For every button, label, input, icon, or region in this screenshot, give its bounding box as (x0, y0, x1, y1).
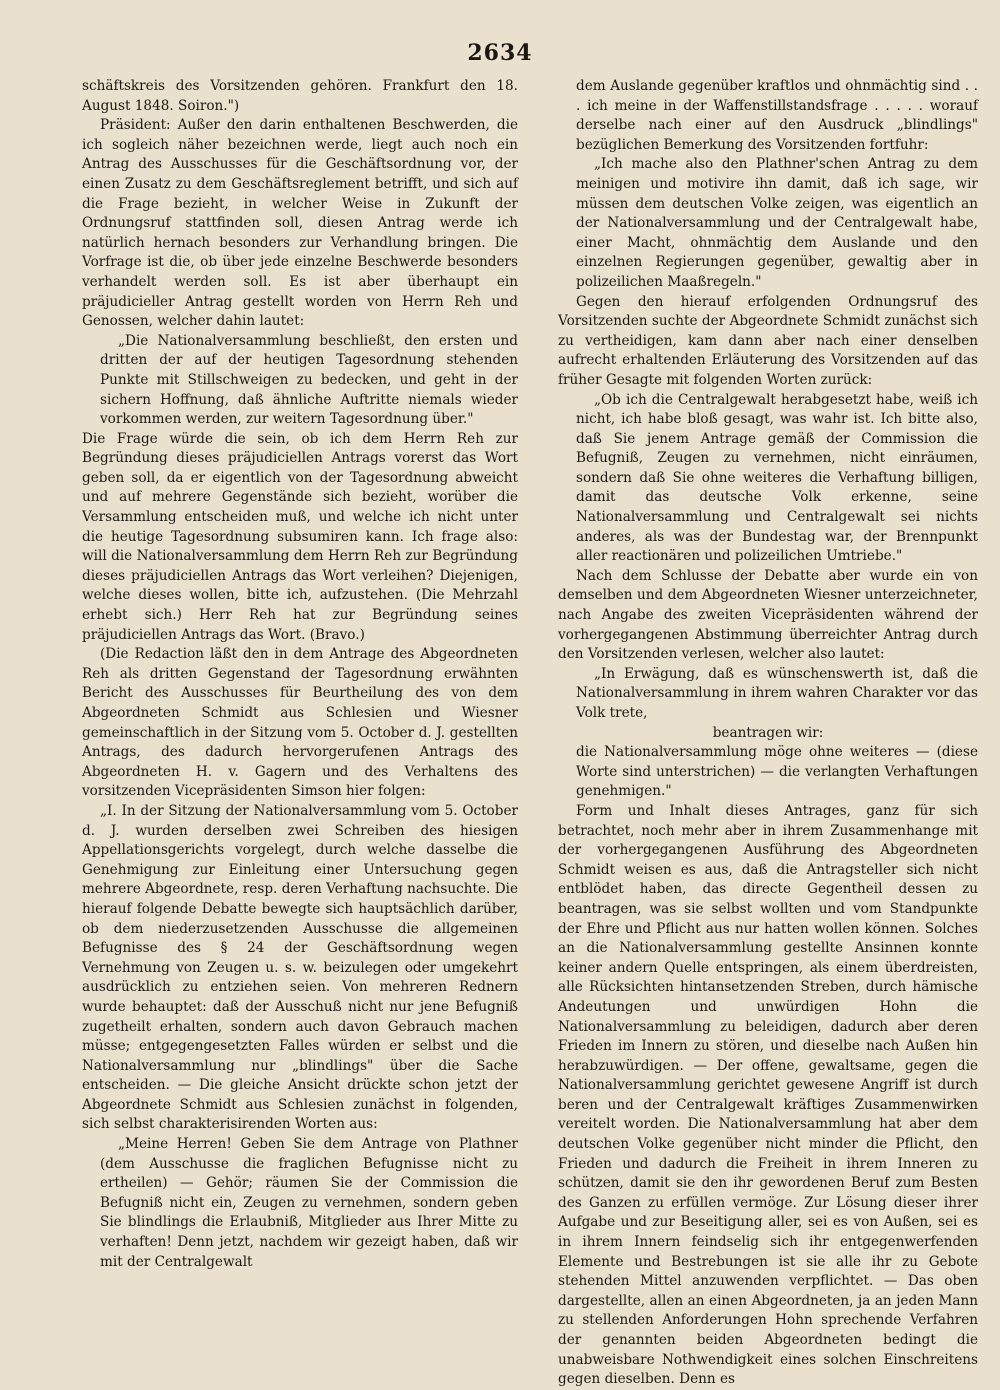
paragraph: Gegen den hierauf erfolgenden Ordnungsruf des Vorsitzenden suchte der Abgeordnete Schmidt zunächst sich zu vertheidigen, kam dann aber nach einer denselben aufrecht erhaltenden Erläuterung des Vorsitzenden auf das früher Gesagte mit folgenden Worten zurück: (558, 293, 978, 388)
paragraph: Die Frage würde die sein, ob ich dem Herrn Reh zur Begründung dieses präjudiciellen Antrags vorerst das Wort geben soll, da er eigentlich von der Tagesordnung abweicht und auf mehrere Gegenstände sich bezieht, worüber die Versammlung entscheiden muß, und welche ich nicht unter die heutige Tagesordnung subsumiren kann. Ich frage also: will die Nationalversammlung dem Herrn Reh zur Begründung dieses präjudiciellen Antrags das Wort verleihen? Diejenigen, welche dieses wollen, bitte ich, aufzustehen. (Die Mehrzahl erhebt sich.) Herr Reh hat zur Begründung seines präjudiciellen Antrags das Wort. (Bravo.) (82, 430, 518, 643)
paragraph: Präsident: Außer den darin enthaltenen Beschwerden, die ich sogleich näher bezeichnen werde, liegt auch noch ein Antrag des Ausschusses für die Geschäftsordnung vor, der einen Zusatz zu dem Geschäftsreglement betrifft, und sich auf die Frage bezieht, in welcher Weise in Zukunft der Ordnungsruf stattfinden soll, diesen Antrag werde ich natürlich hernach besonders zur Verhandlung bringen. Die Vorfrage ist die, ob über jede einzelne Beschwerde besonders verhandelt werden soll. Es ist aber überhaupt ein präjudicieller Antrag gestellt worden von Herrn Reh und Genossen, welcher dahin lautet: (82, 117, 518, 330)
paragraph: Nach dem Schlusse der Debatte aber wurde ein von demselben und dem Abgeordneten Wiesner unterzeichneter, nach Angabe des zweiten Vicepräsidenten während der vorhergegangenen Abstimmung überreichter Antrag durch den Vorsitzenden verlesen, welcher also lautet: (558, 567, 978, 663)
paragraph: „I. In der Sitzung der Nationalversammlung vom 5. October d. J. wurden derselben zwei Schreiben des hiesigen Appellationsgerichts vorgelegt, durch welche dasselbe die Genehmigung zur Einleitung einer Untersuchung gegen mehrere Abgeordnete, resp. deren Verhaftung nachsuchte. Die hierauf folgende Debatte bewegte sich hauptsächlich darüber, ob dem niederzusetzenden Ausschusse die allgemeinen Befugnisse des § 24 der Geschäftsordnung wegen Vernehmung von Zeugen u. s. w. beizulegen oder umgekehrt ausdrücklich zu entziehen seien. Von mehreren Rednern wurde behauptet: daß der Ausschuß nicht nur jene Befugniß zugetheilt erhalten, sondern auch davon Gebrauch machen müsse; entgegengesetzten Falles würden er selbst und die Nationalversammlung nur „blindlings" über die Sache entscheiden. — Die gleiche Ansicht drückte schon jetzt der Abgeordnete Schmidt aus Schlesien zunächst in folgenden, sich selbst charakterisirenden Worten aus: (82, 802, 518, 1133)
paragraph: Form und Inhalt dieses Antrages, ganz für sich betrachtet, noch mehr aber in ihrem Zusammenhange mit der vorhergegangenen Ausführung des Abgeordneten Schmidt weisen es aus, daß die Antragsteller sich nicht entblödet haben, das directe Gegentheil dessen zu beantragen, was sie selbst wollten und vom Standpunkte der Ehre und Pflicht aus nur hatten wollen können. Solches an die Nationalversammlung gestellte Ansinnen konnte keiner andern Quelle entspringen, als einem überdreisten, alle Rücksichten hintansetzenden Streben, durch hämische Andeutungen und unwürdigen Hohn die Nationalversammlung zu beleidigen, dadurch aber deren Frieden im Innern zu stören, und dieselbe nach Außen hin herabzuwürdigen. — Der offene, gewaltsame, gegen die Nationalversammlung gerichtet gewesene Angriff ist durch beren und der Centralgewalt kräftiges Zusammenwirken vereitelt worden. Die Nationalversammlung hat aber dem deutschen Volke gegenüber nicht minder die Pflicht, den Frieden und dadurch die Freiheit in ihrem Inneren zu schützen, damit sie den ihr gewordenen Beruf zum Besten des Ganzen zu erfüllen vermöge. Zur Lösung dieser ihrer Aufgabe und zur Beseitigung aller, sei es von Außen, sei es in ihrem Innern feindselig sich ihr entgegenwerfenden Elemente und Bestrebungen ist sie alle ihr zu Gebote stehenden Mittel anzuwenden verpflichtet. — Das oben dargestellte, allen an einen Abgeordneten, ja an jeden Mann zu stellenden Anforderungen Hohn sprechende Verfahren der genannten beiden Abgeordneten bedingt die unabweisbare Nothwendigkeit eines solchen Einschreitens gegen dieselben. Denn es (558, 802, 978, 1388)
left-column (82, 77, 518, 1272)
quotation: „Die Nationalversammlung beschließt, den ersten und dritten der auf der heutigen Tagesordnung stehenden Punkte mit Stillschweigen zu bedecken, und geht in der sichern Hoffnung, daß ähnliche Auftritte niemals wieder vorkommen werden, zur weitern Tagesordnung über." (100, 332, 518, 428)
page-number: 2634 (467, 40, 533, 66)
quotation: dem Auslande gegenüber kraftlos und ohnmächtig sind . . . ich meine in der Waffenstillstandsfrage . . . . . worauf derselbe nach einer auf den Ausdruck „blindlings" bezüglichen Bemerkung des Vorsitzenden fortfuhr: (576, 78, 978, 153)
quotation: „Ich mache also den Plathner'schen Antrag zu dem meinigen und motivire ihn damit, daß ich sage, wir müssen dem deutschen Volke zeigen, was eigentlich an der Nationalversammlung und der Centralgewalt habe, einer Macht, ohnmächtig dem Auslande und den einzelnen Regierungen gegenüber, gewaltig aber in polizeilichen Maaßregeln." (576, 156, 978, 290)
paragraph: schäftskreis des Vorsitzenden gehören. Frankfurt den 18. August 1848. Soiron.") (82, 78, 518, 114)
quotation: „In Erwägung, daß es wünschenswerth ist, daß die Nationalversammlung in ihrem wahren Charakter vor das Volk trete, (576, 665, 978, 721)
centered-line: beantragen wir: (712, 724, 824, 741)
right-column (558, 77, 978, 1390)
quotation: „Ob ich die Centralgewalt herabgesetzt habe, weiß ich nicht, ich habe bloß gesagt, was wahr ist. Ich bitte also, daß Sie jenem Antrage gemäß der Commission die Befugniß, Zeugen zu vernehmen, nicht einräumen, sondern daß Sie ohne weiteres die Verhaftung billigen, damit das deutsche Volk erkenne, seine Nationalversammlung und Centralgewalt sei nichts anderes, als was der Bundestag war, der Brennpunkt aller reactionären und polizeilichen Umtriebe." (576, 391, 978, 565)
paragraph: (Die Redaction läßt den in dem Antrage des Abgeordneten Reh als dritten Gegenstand der Tagesordnung erwähnten Bericht des Ausschusses für Beurtheilung des von dem Abgeordneten Schmidt aus Schlesien und Wiesner gemeinschaftlich in der Sitzung vom 5. October d. J. gestellten Antrags, des dadurch hervorgerufenen Antrags des Abgeordneten H. v. Gagern und des Verhaltens des vorsitzenden Vicepräsidenten Simson hier folgen: (82, 646, 518, 800)
quotation: die Nationalversammlung möge ohne weiteres — (diese Worte sind unterstrichen) — die verlangten Verhaftungen genehmigen." (576, 744, 978, 800)
quotation: „Meine Herren! Geben Sie dem Antrage von Plathner (dem Ausschusse die fraglichen Befugnisse nicht zu ertheilen) — Gehör; räumen Sie der Commission die Befugniß nicht ein, Zeugen zu vernehmen, sondern geben Sie blindlings die Erlaubniß, Mitglieder aus Ihrer Mitte zu verhaften! Denn jetzt, nachdem wir gezeigt haben, daß wir mit der Centralgewalt (100, 1136, 518, 1270)
